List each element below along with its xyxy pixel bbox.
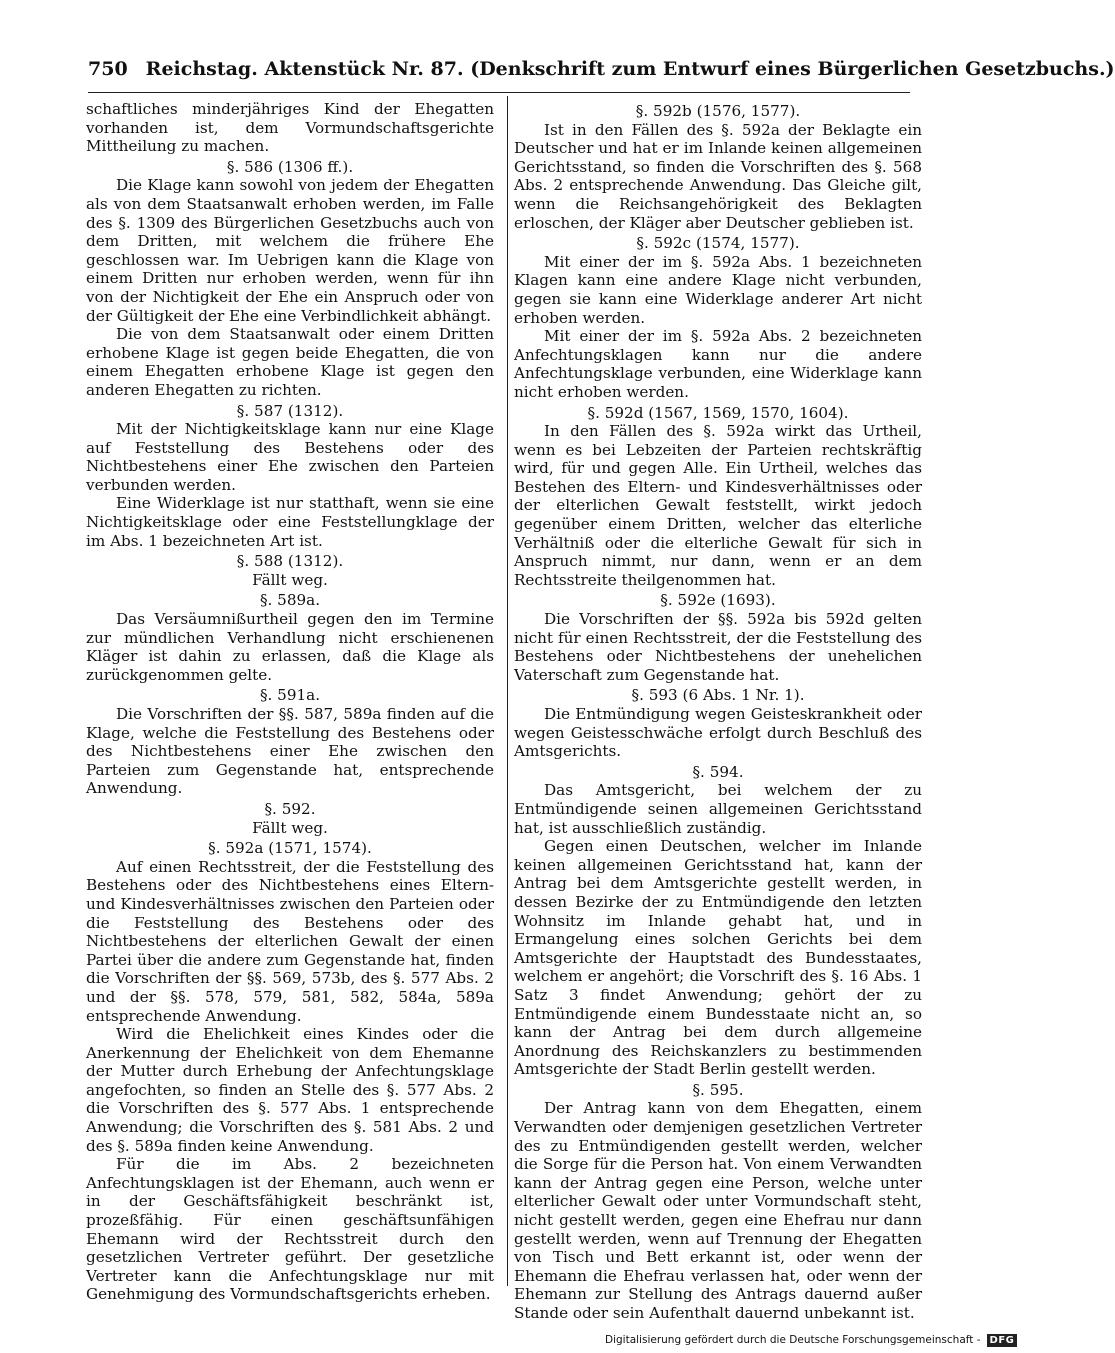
paragraph: schaftliches minderjähriges Kind der Ehegatten vorhanden ist, dem Vormundschaftsgerichte Mittheilung zu machen. xyxy=(86,100,494,156)
footer-text: Digitalisierung gefördert durch die Deutsche Forschungsgemeinschaft - xyxy=(605,1334,981,1346)
section-heading: §. 589a. xyxy=(259,591,321,610)
column-divider xyxy=(507,96,508,1286)
section-heading: §. 588 (1312). xyxy=(236,552,344,571)
section-heading: §. 592e (1693). xyxy=(660,591,776,610)
section-heading: §. 587 (1312). xyxy=(236,401,344,420)
paragraph: Für die im Abs. 2 bezeichneten Anfechtungsklagen ist der Ehemann, auch wenn er in der Geschäftsfähigkeit beschränkt ist, prozeßfähig. Für einen geschäftsunfähigen Ehemann wird der Rechtsstreit durch den gesetzlichen Vertreter geführt. Der gesetzliche Vertreter kann die Anfechtungsklage nur mit Genehmigung des Vormundschaftsgerichts erheben. xyxy=(86,1155,494,1304)
paragraph: Die Klage kann sowohl von jedem der Ehegatten als von dem Staatsanwalt erhoben werden, im Falle des §. 1309 des Bürgerlichen Gesetzbuchs auch von dem Dritten, mit welchem die frühere Ehe geschlossen war. Im Uebrigen kann die Klage von einem Dritten nur erhoben werden, wenn für ihn von der Nichtigkeit der Ehe ein Anspruch oder von der Gültigkeit der Ehe eine Verbindlichkeit abhängt. xyxy=(86,176,494,325)
section-heading: §. 592c (1574, 1577). xyxy=(636,234,800,253)
paragraph: Die Vorschriften der §§. 592a bis 592d gelten nicht für einen Rechtsstreit, der die Feststellung des Bestehens oder Nichtbestehens der unehelichen Vaterschaft zum Gegenstande hat. xyxy=(514,610,922,684)
footer xyxy=(605,1332,1017,1348)
paragraph: Mit einer der im §. 592a Abs. 1 bezeichneten Klagen kann eine andere Klage nicht verbunden, gegen sie kann eine Widerklage anderer Art nicht erhoben werden. xyxy=(514,252,922,327)
paragraph: Das Amtsgericht, bei welchem der zu Entmündigende seinen allgemeinen Gerichtsstand hat, ist ausschließlich zuständig. xyxy=(514,781,922,837)
section-heading: §. 594. xyxy=(692,762,744,781)
section-note: Fällt weg. xyxy=(252,818,328,837)
section-heading: §. 595. xyxy=(692,1080,744,1099)
paragraph: Wird die Ehelichkeit eines Kindes oder die Anerkennung der Ehelichkeit von dem Ehemanne der Mutter durch Erhebung der Anfechtungsklage angefochten, so finden an Stelle des §. 577 Abs. 2 die Vorschriften des §. 577 Abs. 1 entsprechende Anwendung; die Vorschriften des §. 581 Abs. 2 und des §. 589a finden keine Anwendung. xyxy=(86,1025,494,1155)
right-column xyxy=(514,100,922,1323)
paragraph: Gegen einen Deutschen, welcher im Inlande keinen allgemeinen Gerichtsstand hat, kann der Antrag bei dem Amtsgerichte gestellt werden, in dessen Bezirke der zu Entmündigende den letzten Wohnsitz im Inlande gehabt hat, und in Ermangelung eines solchen Gerichts bei dem Amtsgerichte der Hauptstadt des Bundesstaates, welchem er angehört; die Vorschrift des §. 16 Abs. 1 Satz 3 findet Anwendung; gehört der zu Entmündigende einem Bundesstaate nicht an, so kann der Antrag bei dem durch allgemeine Anordnung des Reichskanzlers zu bestimmenden Amtsgerichte der Stadt Berlin gestellt werden. xyxy=(514,837,922,1079)
section-heading: §. 591a. xyxy=(259,686,321,705)
section-heading: §. 592a (1571, 1574). xyxy=(208,839,372,858)
paragraph: Eine Widerklage ist nur statthaft, wenn sie eine Nichtigkeitsklage oder eine Feststellungklage der im Abs. 1 bezeichneten Art ist. xyxy=(86,494,494,550)
paragraph: Die von dem Staatsanwalt oder einem Dritten erhobene Klage ist gegen beide Ehegatten, die von einem Ehegatten erhobene Klage ist gegen den anderen Ehegatten zu richten. xyxy=(86,325,494,399)
section-heading: §. 593 (6 Abs. 1 Nr. 1). xyxy=(631,686,805,705)
paragraph: Auf einen Rechtsstreit, der die Feststellung des Bestehens oder des Nichtbestehens eines Eltern- und Kindesverhältnisses zwischen den Parteien oder die Feststellung des Bestehens oder des Nichtbestehens der elterlichen Gewalt der einen Partei über die andere zum Gegenstande hat, finden die Vorschriften der §§. 569, 573b, des §. 577 Abs. 2 und der §§. 578, 579, 581, 582, 584a, 589a entsprechende Anwendung. xyxy=(86,857,494,1025)
section-heading: §. 592d (1567, 1569, 1570, 1604). xyxy=(587,403,849,422)
header-rule xyxy=(88,92,910,93)
section-heading: §. 592. xyxy=(264,799,316,818)
section-heading: §. 586 (1306 ff.). xyxy=(226,157,354,176)
paragraph: Das Versäumnißurtheil gegen den im Termine zur mündlichen Verhandlung nicht erschienenen Kläger ist dahin zu erlassen, daß die Klage als zurückgenommen gelte. xyxy=(86,610,494,684)
page-header xyxy=(88,58,1115,90)
paragraph: Der Antrag kann von dem Ehegatten, einem Verwandten oder demjenigen gesetzlichen Vertreter des zu Entmündigenden gestellt werden, welcher die Sorge für die Person hat. Von einem Verwandten kann der Antrag gegen eine Person, welche unter elterlicher Gewalt oder unter Vormundschaft steht, nicht gestellt werden, gegen eine Ehefrau nur dann gestellt werden, wenn auf Trennung der Ehegatten von Tisch und Bett erkannt ist, oder wenn der Ehemann die Ehefrau verlassen hat, oder wenn der Ehemann zur Stellung des Antrags dauernd außer Stande oder sein Aufenthalt dauernd unbekannt ist. xyxy=(514,1099,922,1322)
left-column xyxy=(86,100,494,1304)
paragraph: Die Vorschriften der §§. 587, 589a finden auf die Klage, welche die Feststellung des Bestehens oder des Nichtbestehens einer Ehe zwischen den Parteien zum Gegenstande hat, entsprechende Anwendung. xyxy=(86,705,494,798)
paragraph: Die Entmündigung wegen Geisteskrankheit oder wegen Geistesschwäche erfolgt durch Beschluß des Amtsgerichts. xyxy=(514,705,922,761)
page-number: 750 xyxy=(88,58,128,80)
section-note: Fällt weg. xyxy=(252,570,328,589)
paragraph: Mit einer der im §. 592a Abs. 2 bezeichneten Anfechtungsklagen kann nur die andere Anfechtungsklage verbunden, eine Widerklage kann nicht erhoben werden. xyxy=(514,327,922,401)
paragraph: In den Fällen des §. 592a wirkt das Urtheil, wenn es bei Lebzeiten der Parteien rechtskräftig wird, für und gegen Alle. Ein Urtheil, welches das Bestehen des Eltern- und Kindesverhältnisses oder der elterlichen Gewalt feststellt, wirkt jedoch gegenüber einem Dritten, welcher das elterliche Verhältniß oder die elterliche Gewalt für sich in Anspruch nimmt, nur dann, wenn er an dem Rechtsstreite theilgenommen hat. xyxy=(514,422,922,589)
header-title: Reichstag. Aktenstück Nr. 87. (Denkschrift zum Entwurf eines Bürgerlichen Gesetzbuchs.) xyxy=(145,58,1115,80)
paragraph: Mit der Nichtigkeitsklage kann nur eine Klage auf Feststellung des Bestehens oder des Nichtbestehens einer Ehe zwischen den Parteien verbunden werden. xyxy=(86,420,494,494)
section-heading: §. 592b (1576, 1577). xyxy=(635,102,801,120)
dfg-logo: DFG xyxy=(987,1334,1018,1347)
paragraph: Ist in den Fällen des §. 592a der Beklagte ein Deutscher und hat er im Inlande keinen allgemeinen Gerichtsstand, so finden die Vorschriften des §. 568 Abs. 2 entsprechende Anwendung. Das Gleiche gilt, wenn die Reichsangehörigkeit des Beklagten erloschen, der Kläger aber Deutscher geblieben ist. xyxy=(514,120,922,232)
